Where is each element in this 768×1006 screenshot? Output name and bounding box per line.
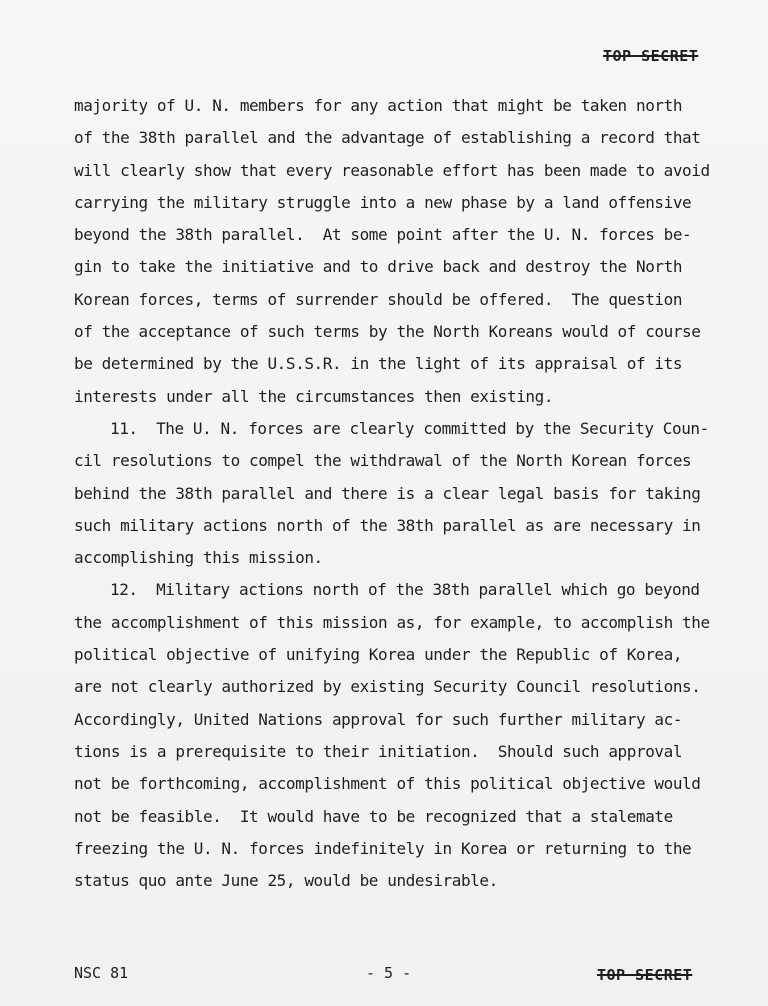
body-line: the accomplishment of this mission as, for example, to accomplish the: [74, 612, 710, 632]
body-line: behind the 38th parallel and there is a clear legal basis for taking: [74, 483, 701, 503]
header-classification-stamp: TOP SECRET: [603, 47, 699, 65]
body-line: freezing the U. N. forces indefinitely in Korea or returning to the: [74, 838, 692, 858]
body-line: beyond the 38th parallel. At some point after the U. N. forces be-: [74, 225, 692, 245]
body-line: not be forthcoming, accomplishment of this political objective would: [74, 774, 701, 794]
body-line: gin to take the initiative and to drive back and destroy the North: [74, 257, 683, 277]
body-line: status quo ante June 25, would be undesirable.: [74, 871, 498, 891]
body-line: not be feasible. It would have to be recognized that a stalemate: [74, 806, 673, 826]
paragraph-12-first-line: 12. Military actions north of the 38th parallel which go beyond: [110, 580, 700, 600]
footer-classification-stamp: TOP SECRET: [597, 966, 693, 984]
body-line: carrying the military struggle into a new phase by a land offensive: [74, 192, 692, 212]
body-line: interests under all the circumstances then existing.: [74, 386, 554, 406]
paragraph-11-first-line: 11. The U. N. forces are clearly committed by the Security Coun-: [110, 418, 709, 438]
body-line: tions is a prerequisite to their initiation. Should such approval: [74, 741, 683, 761]
body-line: be determined by the U.S.S.R. in the light of its appraisal of its: [74, 354, 683, 374]
footer-page-number: - 5 -: [366, 964, 412, 982]
body-line: majority of U. N. members for any action that might be taken north: [74, 96, 683, 115]
footer-document-id: NSC 81: [74, 964, 129, 982]
body-line: accomplishing this mission.: [74, 548, 323, 568]
body-line: will clearly show that every reasonable effort has been made to avoid: [74, 160, 710, 180]
document-body: [74, 90, 738, 897]
body-line: political objective of unifying Korea under the Republic of Korea,: [74, 645, 683, 665]
body-line: Korean forces, terms of surrender should be offered. The question: [74, 289, 683, 309]
body-line: cil resolutions to compel the withdrawal of the North Korean forces: [74, 451, 692, 471]
body-line: such military actions north of the 38th parallel as are necessary in: [74, 515, 701, 535]
body-line: Accordingly, United Nations approval for such further military ac-: [74, 709, 683, 729]
body-line: of the acceptance of such terms by the North Koreans would of course: [74, 322, 701, 342]
body-line: of the 38th parallel and the advantage of establishing a record that: [74, 128, 701, 148]
body-line: are not clearly authorized by existing Security Council resolutions.: [74, 677, 701, 697]
